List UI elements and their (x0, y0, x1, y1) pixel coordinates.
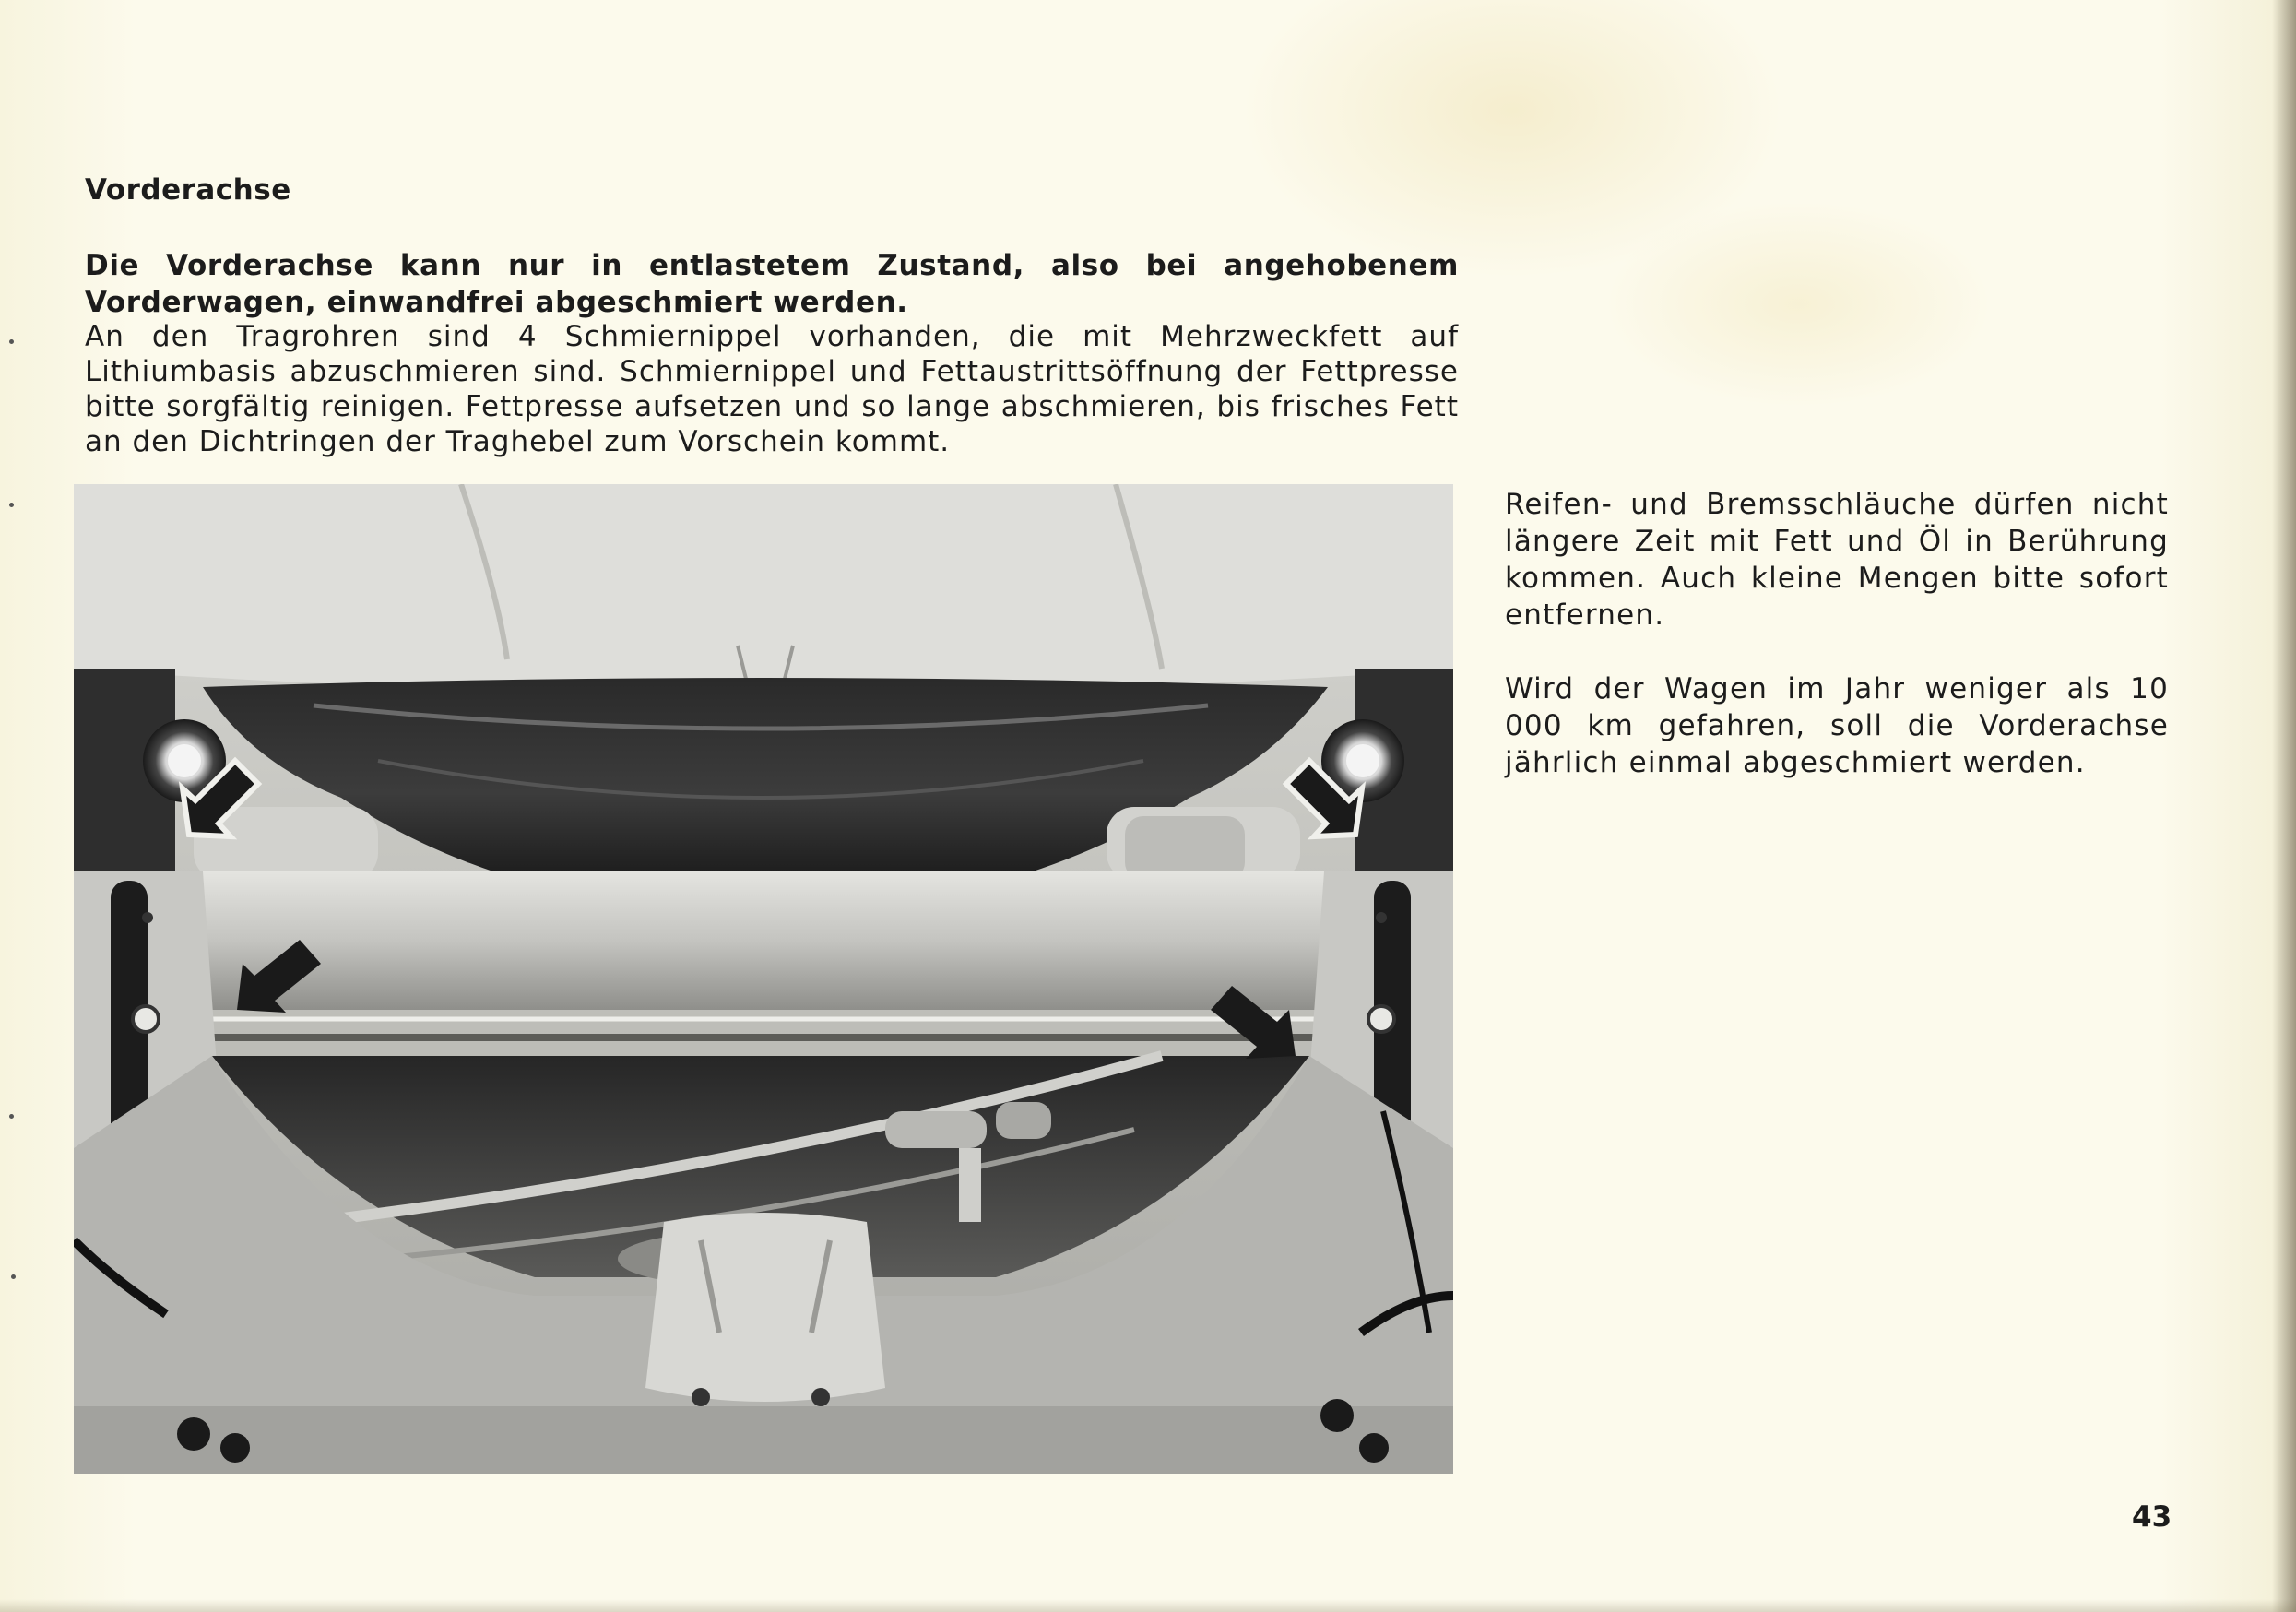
body-paragraph: An den Tragrohren sind 4 Schmiernippel vorhanden, die mit Mehrzweckfett auf Lithiumbasis abzuschmieren sind. Schmiernippel und Fettaustrittsöffnung der Fettpresse bitte sorgfältig reinigen. Fettpresse aufsetzen und so lange abschmieren, bis frisches Fett an den Dichtringen der Traghebel zum Vorschein kommt. (85, 320, 1459, 458)
side-note-hoses: Reifen- und Bremsschläuche dürfen nicht längere Zeit mit Fett und Öl in Berührung kommen. Auch kleine Mengen bitte sofort entfernen. (1505, 488, 2169, 632)
margin-dot (9, 503, 14, 507)
front-axle-photo (74, 484, 1453, 1474)
side-note-interval: Wird der Wagen im Jahr weniger als 10 000 km gefahren, soll die Vorderachse jährlich einmal abgeschmiert werden. (1505, 672, 2169, 779)
page-bottom-shadow (0, 1599, 2296, 1612)
lead-paragraph: Die Vorderachse kann nur in entlastetem Zustand, also bei angehobenem Vorderwagen, einwandfrei abgeschmiert werden. (85, 249, 1459, 319)
section-heading: Vorderachse (85, 173, 291, 207)
page-edge-shadow (2272, 0, 2296, 1612)
page-number: 43 (2132, 1500, 2172, 1534)
front-axle-illustration (74, 484, 1453, 1474)
margin-dot (11, 1274, 16, 1279)
margin-dot (9, 1114, 14, 1119)
margin-dot (9, 339, 14, 344)
